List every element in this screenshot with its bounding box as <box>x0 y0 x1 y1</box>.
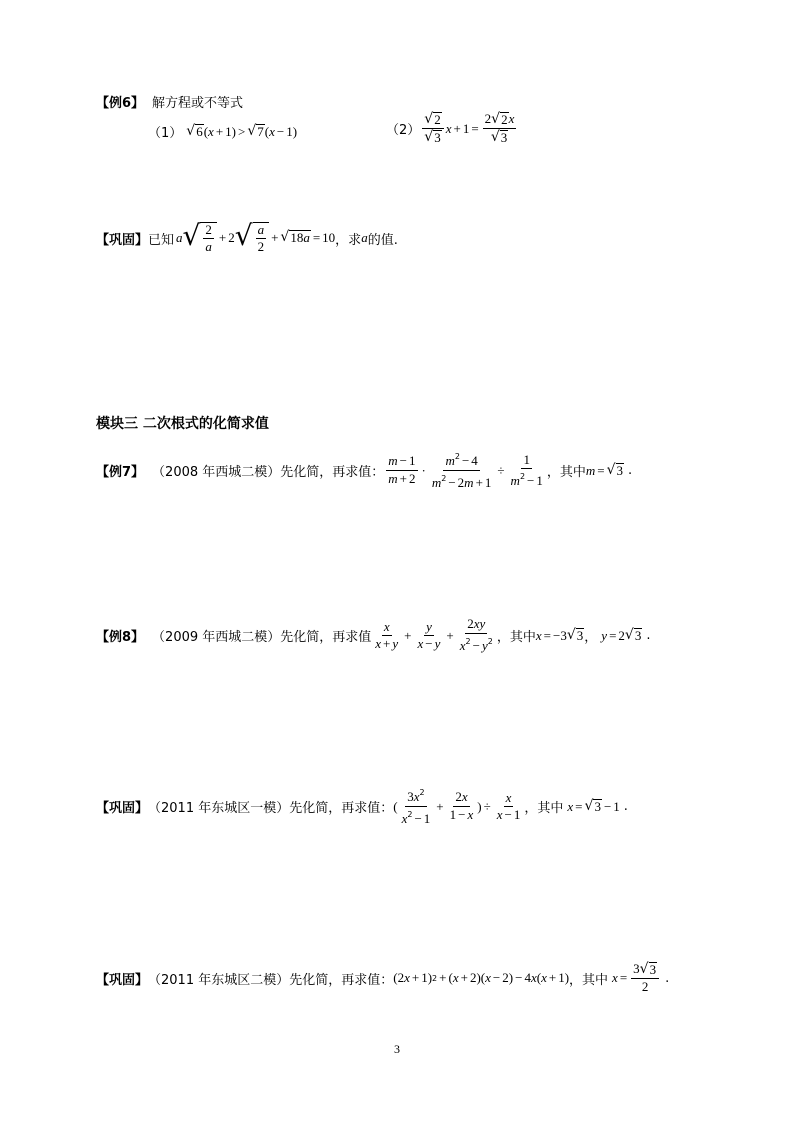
consolidation-3-tag: 【巩固】 <box>96 972 149 988</box>
equation-5: $\frac{x}{x + y}$ <box>375 618 399 651</box>
variable-a: a <box>361 230 368 245</box>
example-8-where: ，其中 <box>496 630 536 645</box>
equation-7: (2 <box>393 970 405 985</box>
module-3-title: 模块三 二次根式的化简求值 <box>96 416 269 432</box>
example-8-end: . <box>646 628 651 643</box>
consolidation-3-end: . <box>665 970 670 986</box>
equation-4: $\frac{m - 1}{m + 2}$ <box>388 453 416 486</box>
example-8-prompt: （2009 年西城二模）先化简，再求值 <box>152 630 372 645</box>
example-8-tag: 【例8】 <box>96 630 145 645</box>
consolidation-1-tag: 【巩固】 <box>96 232 149 248</box>
consolidation-3-where: ，其中 <box>569 972 609 988</box>
consolidation-2-prompt: （2011 年东城区一模）先化简，再求值： <box>148 801 394 816</box>
consolidation-2-end: . <box>623 799 628 814</box>
consolidation-2-where: ，其中 <box>524 801 564 816</box>
consolidation-1: 【巩固】 已知 a √ $\frac{2}{a}$ + 2 √ $\frac{a}{2}$ + √ 18a = 10 ，求 a 的值. <box>96 219 398 254</box>
equation-6: ( <box>393 798 398 814</box>
page-number: 3 <box>394 1042 400 1056</box>
example-6 <box>96 92 243 111</box>
example-8: 【例8】 （2009 年西城二模）先化简，再求值 $\frac{x}{x + y}$ + $\frac{y}{x - y}$ + $\frac{2xy}{x^2 - y^2}$ ，其中 x = −3 √ 3 ， y = 2 √ 3 . <box>96 616 651 653</box>
equation-1: √ 6 <box>186 123 203 139</box>
consolidation-3: 【巩固】 （2011 年东城区二模）先化简，再求值： (2 x + 1) 2 + ( x + 2)( x − 2) − 4 x ( x + 1) ，其中 x = 3 √ 3 2 . <box>96 961 670 994</box>
example-6-part-1: （1） √ 6 ( x + 1) > √ 7 ( x − 1) <box>148 123 298 141</box>
part-2-label: （2） <box>386 123 421 138</box>
example-7-where: ，其中 <box>546 465 586 480</box>
consolidation-2-tag: 【巩固】 <box>96 801 149 816</box>
example-6-prompt: 解方程或不等式 <box>152 96 244 111</box>
consolidation-1-end: 的值. <box>367 232 398 248</box>
example-7-end: . <box>628 463 633 478</box>
consolidation-1-prefix: 已知 <box>148 232 175 248</box>
consolidation-3-prompt: （2011 年东城区二模）先化简，再求值： <box>148 972 394 988</box>
example-7: 【例7】 （2008 年西城二模）先化简，再求值： $\frac{m - 1}{m + 2}$ · $\frac{m^2 - 4}{m^2 - 2m + 1}$ ÷ $\frac{1}{m^2 - 1}$ ，其中 m = √ 3 . <box>96 451 633 490</box>
example-7-tag: 【例7】 <box>96 465 145 480</box>
example-8-sep: ， <box>584 630 598 645</box>
part-1-label: （1） <box>148 126 183 141</box>
example-7-prompt: （2008 年西城二模）先化简，再求值： <box>152 465 385 480</box>
example-6-tag: 【例6】 <box>96 96 145 111</box>
example-6-part-2: （2） √ 2 √ 3 x + 1 = 2 √ 2 x √ 3 <box>386 111 515 145</box>
consolidation-1-ask: ，求 <box>335 232 362 248</box>
equation-2: √ 2 √ 3 <box>422 112 443 145</box>
equation-3: √ $\frac{2}{a}$ <box>183 222 217 254</box>
consolidation-2: 【巩固】 （2011 年东城区一模）先化简，再求值： ( $\frac{3x^2}{x^2 - 1}$ + $\frac{2x}{1 - x}$ ) ÷ $\frac{x}{x - 1}$ ，其中 x = √ 3 − 1 . <box>96 788 628 826</box>
